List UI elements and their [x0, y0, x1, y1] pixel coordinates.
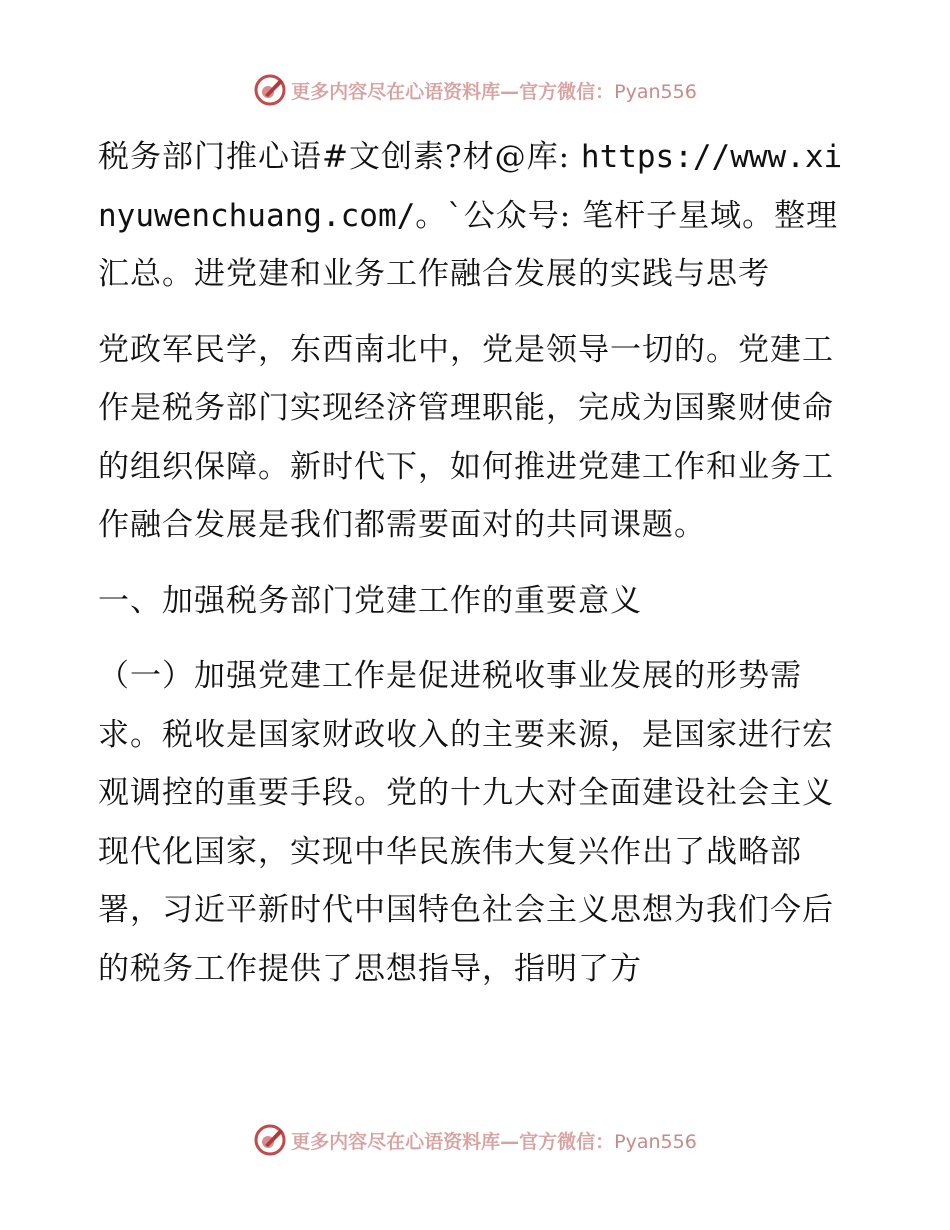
header-watermark-text: 更多内容尽在心语资料库—官方微信：Pyan556 — [291, 80, 697, 103]
paragraph-title: 税务部门推心语#文创素?材@库: https://www.xinyuwenchuang.com/。`公众号: 笔杆子星域。整理汇总。进党建和业务工作融合发展的实践与思考 — [98, 139, 843, 292]
paragraph-intro: 党政军民学，东西南北中，党是领导一切的。党建工作是税务部门实现经济管理职能，完成为国聚财使命的组织保障。新时代下，如何推进党建工作和业务工作融合发展是我们都需要面对的共同课题。 — [98, 331, 834, 543]
document-body — [98, 128, 858, 998]
paragraph-body: （一）加强党建工作是促进税收事业发展的形势需求。税收是国家财政收入的主要来源，是国家进行宏观调控的重要手段。党的十九大对全面建设社会主义现代化国家，实现中华民族伟大复兴作出了战略部署，习近平新时代中国特色社会主义思想为我们今后的税务工作提供了思想指导，指明了方 — [98, 658, 834, 987]
footer-watermark-banner — [0, 1120, 950, 1160]
website-url: https://www.xinyuwenchuang.com/ — [98, 139, 843, 234]
footer-watermark-text: 更多内容尽在心语资料库—官方微信：Pyan556 — [291, 1130, 697, 1153]
brand-logo-icon — [253, 1123, 287, 1157]
section-heading: 一、加强税务部门党建工作的重要意义 — [98, 582, 642, 619]
brand-logo-icon — [253, 73, 287, 107]
header-watermark-banner — [0, 70, 950, 110]
